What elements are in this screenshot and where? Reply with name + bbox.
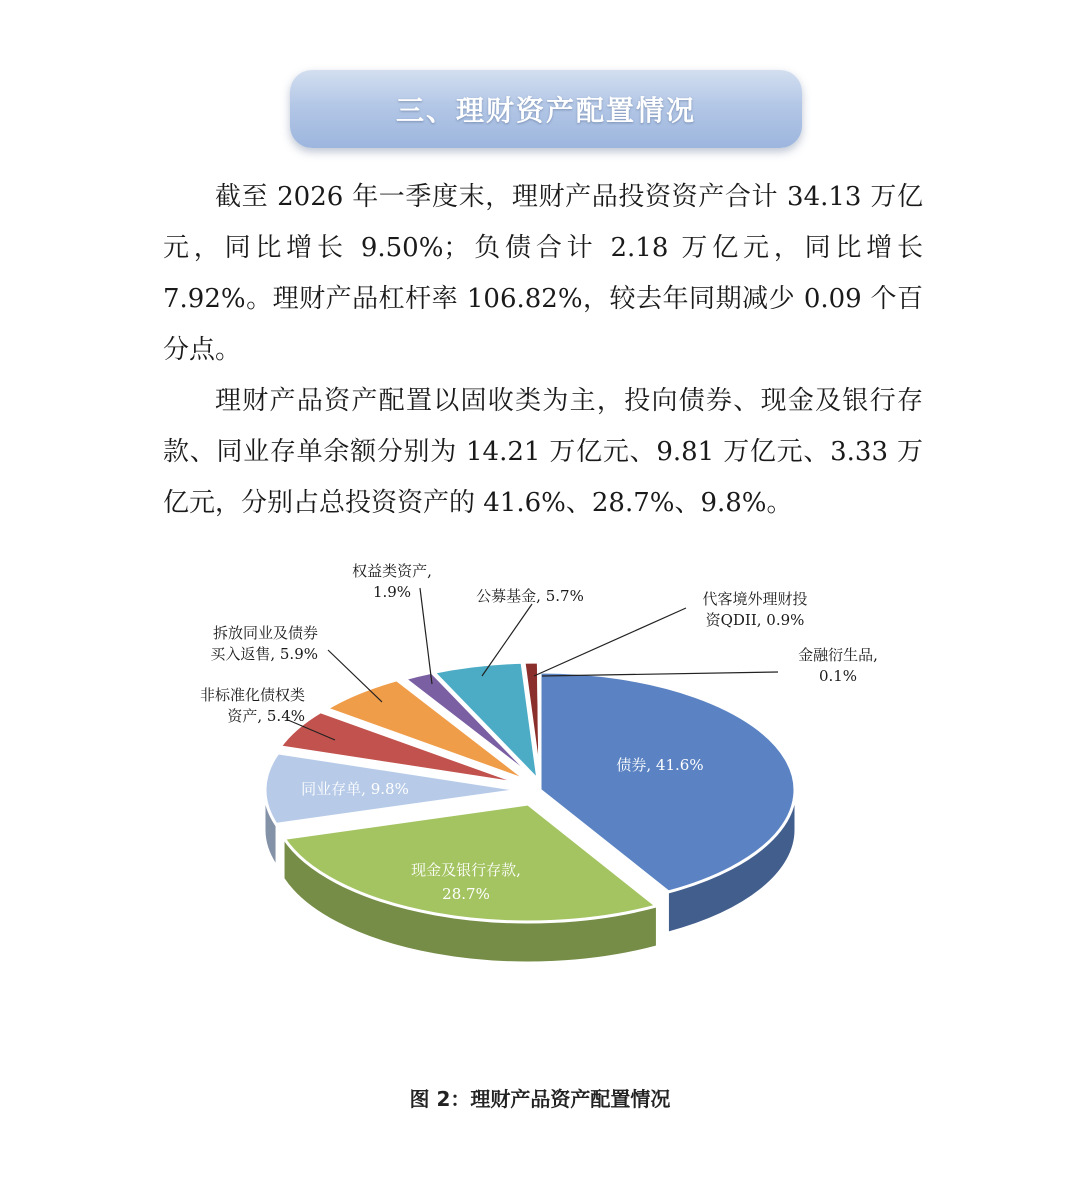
slice-2-label: 28.7% [442,885,490,903]
paragraph-allocation: 理财产品资产配置以固收类为主，投向债券、现金及银行存款、同业存单余额分别为 14.21 万亿元、9.81 万亿元、3.33 万亿元，分别占总投资资产的 41.6%、28.7%、9.8%。 [163,386,923,518]
slice-5-label: 拆放同业及债券 [212,624,318,642]
slice-9-top [538,662,540,780]
asset-allocation-pie-chart [0,480,1080,1070]
slice-3-label: 同业存单, 9.8% [301,780,409,798]
slice-5-label: 买入返售, 5.9% [210,645,318,663]
slice-6-leader-line [420,588,432,684]
slice-4-label: 资产, 5.4% [227,707,305,725]
slice-1-label: 债券, 41.6% [616,756,704,774]
body-text [163,172,923,529]
slice-9-label: 0.1% [818,667,858,685]
slice-8-label: 代客境外理财投 [702,590,808,608]
slice-8-label: 资QDII, 0.9% [705,611,805,629]
slice-4-label: 非标准化债权类 [199,686,305,704]
section-title-banner [290,70,802,148]
slice-6-label: 权益类资产, [352,562,432,580]
slice-7-label: 公募基金, 5.7% [476,587,584,605]
paragraph-summary: 截至 2026 年一季度末，理财产品投资资产合计 34.13 万亿元，同比增长 9.50%；负债合计 2.18 万亿元，同比增长 7.92%。理财产品杠杆率 106.82%，较去年同期减少 0.09 个百分点。 [163,182,923,365]
slice-2-label: 现金及银行存款, [411,861,521,879]
section-title: 三、理财资产配置情况 [395,94,696,127]
slice-8-leader-line [534,608,686,676]
figure-caption: 图 2：理财产品资产配置情况 [409,1087,671,1111]
slice-9-label: 金融衍生品, [798,646,878,664]
slice-6-label: 1.9% [372,583,412,601]
